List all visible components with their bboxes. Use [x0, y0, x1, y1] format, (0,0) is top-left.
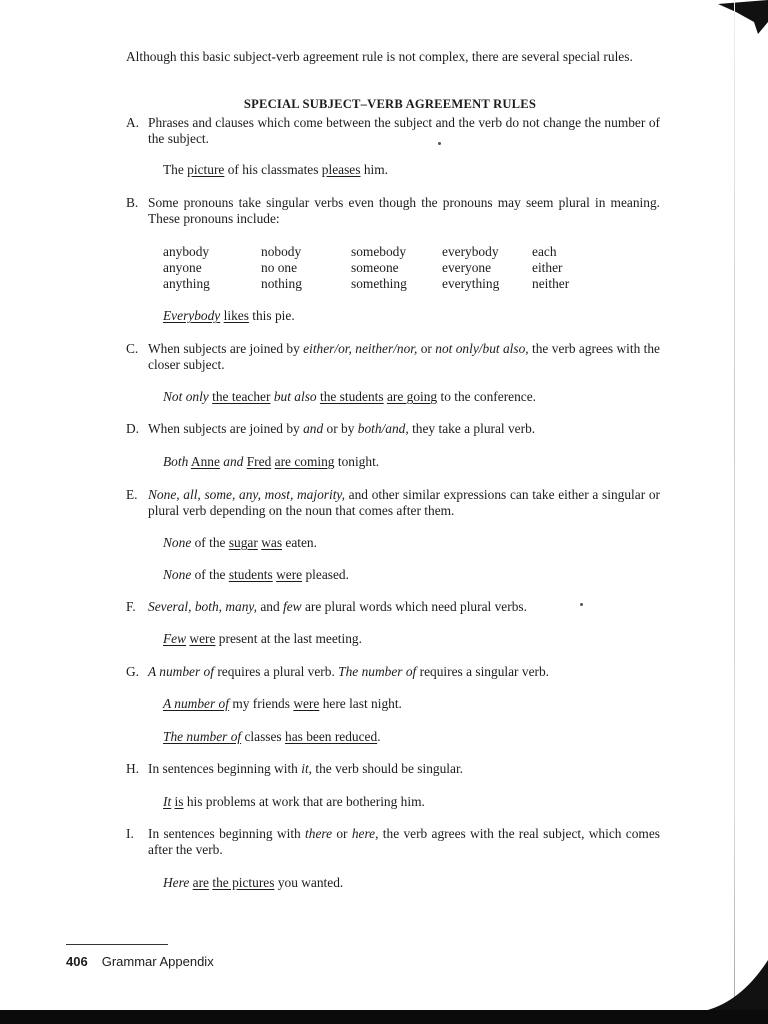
rule-letter: A.: [126, 115, 140, 130]
rule-text-part: In sentences beginning with: [148, 761, 302, 776]
rule-text: [148, 341, 660, 373]
rule-text-part: requires a plural verb.: [213, 664, 339, 679]
example-verb: are: [192, 875, 209, 890]
example-verb: are going: [386, 389, 438, 404]
rule-d: [126, 421, 660, 437]
rule-text: [148, 761, 660, 777]
example-subject: Fred: [246, 454, 272, 469]
example-text: The: [163, 162, 188, 177]
rule-text-part: there: [305, 826, 333, 841]
rule-text: Phrases and clauses which come between the subject and the verb do not change the number of the subject.: [148, 115, 660, 146]
pronoun-cell: everybody: [442, 244, 499, 259]
example-text: but also: [273, 389, 317, 404]
example-text: eaten.: [282, 535, 317, 550]
rule-letter: H.: [126, 761, 140, 776]
rule-letter: D.: [126, 421, 140, 436]
example-text: of the: [191, 567, 229, 582]
example-text: here last night.: [319, 696, 402, 711]
rule-text-part: requires a singular verb.: [416, 664, 550, 679]
scan-bottom-border: [0, 1010, 768, 1024]
example-verb: were: [293, 696, 320, 711]
rule-a-example: [163, 162, 388, 178]
example-text: of the: [191, 535, 229, 550]
example-verb: were: [189, 631, 216, 646]
example-subject: the teacher: [212, 389, 271, 404]
example-text: him.: [360, 162, 388, 177]
rule-letter: E.: [126, 487, 138, 502]
page-curl-shadow: [700, 960, 768, 1012]
example-text: Not only: [163, 389, 209, 404]
rule-b: [126, 195, 660, 227]
pronoun-row: [163, 244, 592, 260]
example-subject: the pictures: [212, 875, 275, 890]
example-verb: has been reduced: [285, 729, 378, 744]
example-text: my friends: [228, 696, 294, 711]
example-text: this pie.: [248, 308, 295, 323]
rule-f: [126, 599, 660, 615]
rule-text-part: the verb agrees with the closer subject.: [148, 341, 660, 372]
example-text: classes: [241, 729, 285, 744]
footer-section-title: Grammar Appendix: [101, 954, 214, 969]
example-subject: students: [228, 567, 273, 582]
rule-text: [148, 826, 660, 858]
example-text: Both: [163, 454, 189, 469]
rule-text-part: the verb should be singular.: [312, 761, 464, 776]
rule-e: [126, 487, 660, 519]
rule-text-part: and: [256, 599, 283, 614]
pronoun-cell: everyone: [442, 260, 492, 275]
pronoun-cell: each: [532, 244, 557, 259]
pronoun-cell: anyone: [163, 260, 202, 275]
rule-letter: B.: [126, 195, 139, 210]
rule-text-part: and: [303, 421, 324, 436]
rule-a: [126, 115, 660, 147]
example-text: to the conference.: [437, 389, 537, 404]
rule-letter: I.: [126, 826, 134, 841]
rule-h: [126, 761, 660, 777]
example-text: pleased.: [302, 567, 349, 582]
example-verb: are coming: [274, 454, 335, 469]
rule-text-part: In sentences beginning with: [148, 826, 306, 841]
rule-text: [148, 664, 660, 680]
rule-text-part: The number of: [338, 664, 417, 679]
page-footer: [66, 954, 214, 969]
rule-text-part: and other similar expressions can take either a singular or plural verb depending on the noun that comes after them.: [148, 487, 660, 518]
example-subject: picture: [187, 162, 225, 177]
example-text: and: [223, 454, 244, 469]
rule-i-example: [163, 875, 343, 891]
rule-text-part: the verb agrees with the real subject, which comes after the verb.: [148, 826, 660, 857]
rule-text-part: few: [283, 599, 302, 614]
example-text: .: [377, 729, 381, 744]
rule-e-example-1: [163, 535, 317, 551]
rule-text-part: both/and,: [357, 421, 409, 436]
intro-paragraph: Although this basic subject-verb agreement rule is not complex, there are several special rules.: [126, 49, 633, 64]
pronoun-cell: everything: [442, 276, 500, 291]
rule-text-part: or: [332, 826, 352, 841]
rule-letter: F.: [126, 599, 136, 614]
example-text: Here: [163, 875, 190, 890]
footer-divider: [66, 944, 168, 945]
rule-text-part: or: [417, 341, 436, 356]
pronoun-cell: anything: [163, 276, 210, 291]
rule-text: [148, 487, 660, 519]
rule-letter: G.: [126, 664, 140, 679]
rule-text-part: it,: [301, 761, 313, 776]
example-text: you wanted.: [274, 875, 344, 890]
example-subject: Few: [163, 631, 187, 646]
example-verb: is: [174, 794, 184, 809]
example-subject: sugar: [228, 535, 258, 550]
pronoun-cell: either: [532, 260, 563, 275]
rule-c: [126, 341, 660, 373]
pronoun-cell: nobody: [261, 244, 302, 259]
rule-text: Some pronouns take singular verbs even though the pronouns may seem plural in meaning. These pronouns include:: [148, 195, 660, 226]
rule-i: [126, 826, 660, 858]
pronoun-cell: someone: [351, 260, 399, 275]
pronoun-cell: neither: [532, 276, 570, 291]
rule-d-example: [163, 454, 379, 470]
example-subject: It: [163, 794, 172, 809]
pronoun-row: [163, 276, 592, 292]
rule-text-part: None, all, some, any, most, majority,: [148, 487, 345, 502]
pronoun-cell: something: [351, 276, 407, 291]
page-edge-shadow: [734, 0, 735, 1000]
rule-text-part: Several, both, many,: [148, 599, 257, 614]
rule-f-example: [163, 631, 362, 647]
rule-text-part: When subjects are joined by: [148, 341, 304, 356]
example-verb: was: [261, 535, 283, 550]
pronoun-cell: nothing: [261, 276, 302, 291]
example-text: None: [163, 567, 192, 582]
pronoun-cell: no one: [261, 260, 298, 275]
pronoun-row: [163, 260, 592, 276]
example-text: his problems at work that are bothering him.: [183, 794, 425, 809]
rule-text: [148, 599, 660, 615]
pronoun-cell: anybody: [163, 244, 210, 259]
example-subject: The number of: [163, 729, 242, 744]
section-heading: SPECIAL SUBJECT–VERB AGREEMENT RULES: [243, 97, 537, 111]
rule-text-part: A number of: [148, 664, 214, 679]
rule-h-example: [163, 794, 425, 810]
rule-text-part: they take a plural verb.: [408, 421, 536, 436]
example-text: tonight.: [334, 454, 380, 469]
pronoun-table: [163, 244, 592, 292]
example-subject: A number of: [163, 696, 229, 711]
rule-g: [126, 664, 660, 680]
rule-g-example-1: [163, 696, 402, 712]
pronoun-cell: somebody: [351, 244, 407, 259]
rule-b-example: [163, 308, 295, 324]
example-subject: Everybody: [163, 308, 221, 323]
example-verb: pleases: [321, 162, 361, 177]
example-text: present at the last meeting.: [215, 631, 362, 646]
example-text: of his classmates: [224, 162, 322, 177]
page-number: 406: [66, 954, 88, 969]
example-subject: the students: [319, 389, 384, 404]
example-verb: were: [276, 567, 303, 582]
rule-text-part: not only/but also,: [435, 341, 529, 356]
example-text: None: [163, 535, 192, 550]
page-corner-shadow: [718, 0, 768, 40]
rule-text: [148, 421, 660, 437]
rule-letter: C.: [126, 341, 139, 356]
rule-g-example-2: [163, 729, 381, 745]
rule-text-part: When subjects are joined by: [148, 421, 304, 436]
rule-c-example: [163, 389, 536, 405]
rule-text-part: either/or, neither/nor,: [303, 341, 418, 356]
rule-text-part: here,: [351, 826, 379, 841]
rule-text-part: are plural words which need plural verbs.: [301, 599, 527, 614]
example-subject: Anne: [190, 454, 220, 469]
rule-e-example-2: [163, 567, 349, 583]
rule-text-part: or by: [323, 421, 358, 436]
example-verb: likes: [223, 308, 249, 323]
